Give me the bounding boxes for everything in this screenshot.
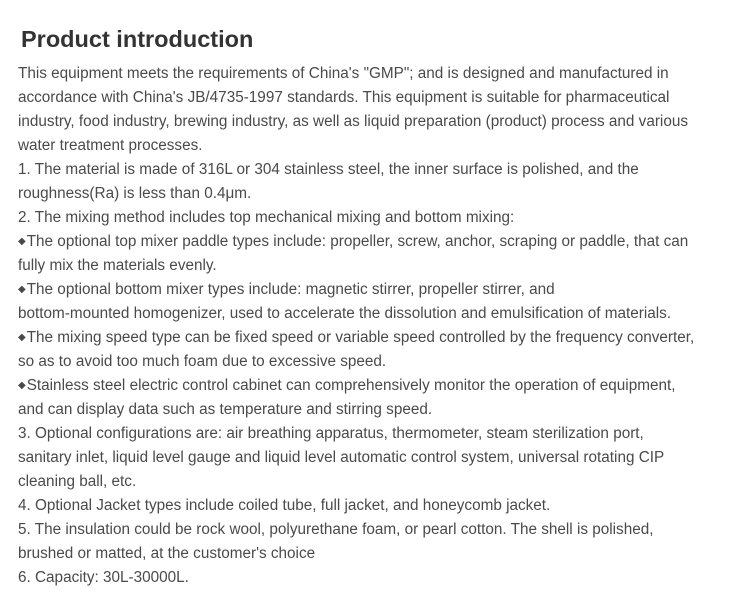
text-line [18, 422, 738, 446]
line-text: fully mix the materials evenly. [18, 257, 217, 274]
text-line [18, 566, 738, 590]
line-text: roughness(Ra) is less than 0.4μm. [18, 185, 252, 202]
bullet-line [18, 374, 738, 398]
text-line [18, 62, 738, 86]
line-text: 1. The material is made of 316L or 304 stainless steel, the inner surface is polished, and the [18, 161, 639, 178]
text-line [18, 518, 738, 542]
diamond-bullet-icon: ◆ [18, 236, 26, 247]
line-text: bottom-mounted homogenizer, used to accelerate the dissolution and emulsification of materials. [18, 305, 672, 322]
text-line [18, 542, 738, 566]
text-line [18, 302, 738, 326]
text-line [18, 110, 738, 134]
text-line [18, 182, 738, 206]
line-text: The mixing speed type can be fixed speed or variable speed controlled by the frequency converter, [26, 329, 695, 346]
line-text: cleaning ball, etc. [18, 473, 137, 490]
text-line [18, 398, 738, 422]
text-line [18, 446, 738, 470]
line-text: 4. Optional Jacket types include coiled tube, full jacket, and honeycomb jacket. [18, 497, 551, 514]
page-title: Product introduction [21, 26, 254, 52]
text-line [18, 206, 738, 230]
line-text: water treatment processes. [18, 137, 203, 154]
line-text: 6. Capacity: 30L-30000L. [18, 569, 189, 586]
text-line [18, 158, 738, 182]
line-text: The optional top mixer paddle types include: propeller, screw, anchor, scraping or paddle, that can [26, 233, 689, 250]
bullet-line [18, 278, 738, 302]
bullet-line [18, 326, 738, 350]
line-text: 2. The mixing method includes top mechanical mixing and bottom mixing: [18, 209, 515, 226]
diamond-bullet-icon: ◆ [18, 284, 26, 295]
text-line [18, 134, 738, 158]
line-text: Stainless steel electric control cabinet can comprehensively monitor the operation of equipment, [26, 377, 676, 394]
line-text: The optional bottom mixer types include: magnetic stirrer, propeller stirrer, and [26, 281, 555, 298]
text-line [18, 470, 738, 494]
text-line [18, 350, 738, 374]
diamond-bullet-icon: ◆ [18, 380, 26, 391]
diamond-bullet-icon: ◆ [18, 332, 26, 343]
text-line [18, 494, 738, 518]
line-text: brushed or matted, at the customer's choice [18, 545, 316, 562]
bullet-line [18, 230, 738, 254]
line-text: accordance with China's JB/4735-1997 standards. This equipment is suitable for pharmaceutical [18, 89, 670, 106]
text-line [18, 86, 738, 110]
line-text: and can display data such as temperature and stirring speed. [18, 401, 433, 418]
text-line [18, 254, 738, 278]
line-text: industry, food industry, brewing industry, as well as liquid preparation (product) process and various [18, 113, 688, 130]
line-text: sanitary inlet, liquid level gauge and liquid level automatic control system, universal rotating CIP [18, 449, 665, 466]
line-text: 3. Optional configurations are: air breathing apparatus, thermometer, steam sterilization port, [18, 425, 644, 442]
line-text: so as to avoid too much foam due to excessive speed. [18, 353, 387, 370]
description-body [18, 62, 738, 590]
line-text: 5. The insulation could be rock wool, polyurethane foam, or pearl cotton. The shell is polished, [18, 521, 654, 538]
line-text: This equipment meets the requirements of China's "GMP"; and is designed and manufactured in [18, 65, 669, 82]
